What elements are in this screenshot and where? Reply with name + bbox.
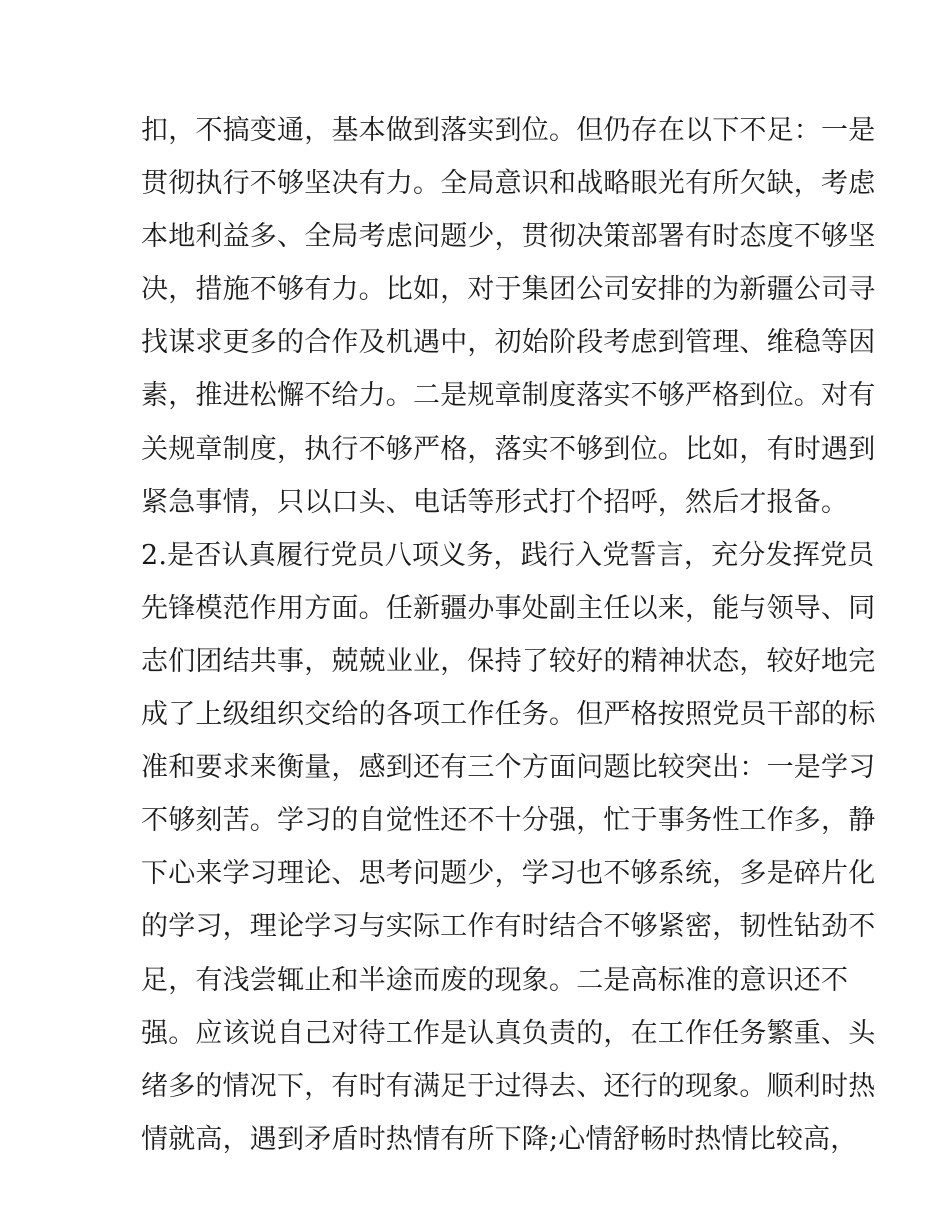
text-line: 找谋求更多的合作及机遇中，初始阶段考虑到管理、维稳等因 xyxy=(141,327,876,359)
text-line: 下心来学习理论、思考问题少，学习也不够系统，多是碎片化 xyxy=(141,858,876,890)
body-text xyxy=(141,104,876,1166)
text-line: 志们团结共事，兢兢业业，保持了较好的精神状态，较好地完 xyxy=(141,645,876,677)
section-heading-line: 2.是否认真履行党员八项义务，践行入党誓言，充分发挥党员 xyxy=(141,539,875,571)
text-line: 的学习，理论学习与实际工作有时结合不够紧密，韧性钻劲不 xyxy=(141,911,876,943)
text-line: 关规章制度，执行不够严格，落实不够到位。比如，有时遇到 xyxy=(141,433,876,465)
text-line: 准和要求来衡量，感到还有三个方面问题比较突出：一是学习 xyxy=(141,752,876,784)
text-line: 不够刻苦。学习的自觉性还不十分强，忙于事务性工作多，静 xyxy=(141,805,876,837)
text-line: 决，措施不够有力。比如，对于集团公司安排的为新疆公司寻 xyxy=(141,274,876,306)
text-line: 强。应该说自己对待工作是认真负责的，在工作任务繁重、头 xyxy=(141,1017,876,1049)
text-line: 扣，不搞变通，基本做到落实到位。但仍存在以下不足：一是 xyxy=(141,115,876,146)
text-line: 贯彻执行不够坚决有力。全局意识和战略眼光有所欠缺，考虑 xyxy=(141,168,876,200)
text-line: 紧急事情，只以口头、电话等形式打个招呼，然后才报备。 xyxy=(141,486,849,518)
text-line: 先锋模范作用方面。任新疆办事处副主任以来，能与领导、同 xyxy=(141,592,876,624)
text-line: 本地利益多、全局考虑问题少，贯彻决策部署有时态度不够坚 xyxy=(141,221,876,253)
text-line: 素，推进松懈不给力。二是规章制度落实不够严格到位。对有 xyxy=(141,380,876,412)
text-line: 情就高，遇到矛盾时热情有所下降;心情舒畅时热情比较高， xyxy=(141,1123,858,1155)
text-line: 足，有浅尝辄止和半途而废的现象。二是高标准的意识还不 xyxy=(141,964,849,996)
text-line: 绪多的情况下，有时有满足于过得去、还行的现象。顺利时热 xyxy=(141,1070,876,1102)
text-line: 成了上级组织交给的各项工作任务。但严格按照党员干部的标 xyxy=(141,699,876,731)
